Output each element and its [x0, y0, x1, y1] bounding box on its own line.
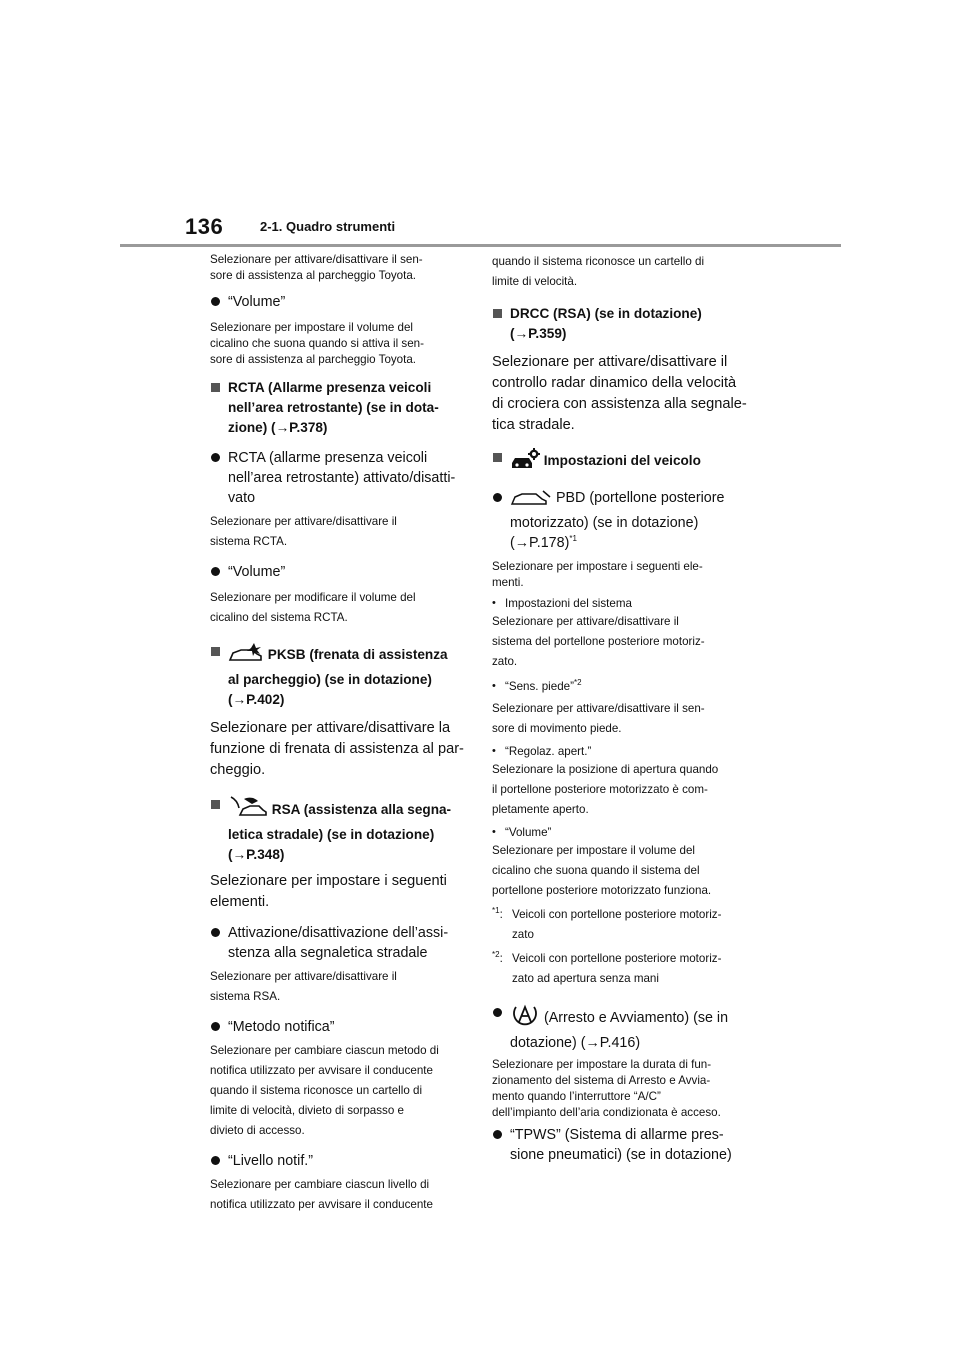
heading-text: PKSB (frenata di assistenza al parcheggio) (se in dotazione) (→P.402) [228, 647, 448, 707]
footnote-ref: *1 [569, 534, 577, 544]
page-header [0, 0, 960, 250]
right-column [492, 252, 756, 1165]
paragraph: Selezionare per cambiare ciascun metodo di notifica utilizzato per avvisare il conducente quando il sistema riconosce un cartello di limite di velocità, divieto di sorpasso e divieto di accesso. [210, 1044, 439, 1137]
paragraph: Selezionare per attivare/disattivare il sistema RSA. [210, 970, 397, 1003]
footnote-text: Veicoli con portellone posteriore motoriz- zato ad apertura senza mani [512, 952, 722, 985]
paragraph: Selezionare per impostare i seguenti elementi. [210, 873, 447, 910]
bullet-item: “TPWS” (Sistema di allarme pres- sione pneumatici) (se in dotazione) [492, 1125, 756, 1165]
heading-text: RSA (assistenza alla segna- letica stradale) (se in dotazione) (→P.348) [228, 802, 452, 862]
bullet-item: RCTA (allarme presenza veicoli nell’area retrostante) attivato/disatti- vato [210, 448, 474, 508]
bullet-item-stop-start [492, 1003, 756, 1053]
left-column [210, 252, 474, 1215]
section-title: 2-1. Quadro strumenti [260, 219, 396, 234]
footnote [492, 905, 756, 945]
bullet-item: “Livello notif.” [210, 1151, 474, 1171]
paragraph: Selezionare per impostare la durata di fun- zionamento del sistema di Arresto e Avvia- mento quando l’interruttore “A/C” dell’impianto dell’aria condizionata è acceso. [492, 1058, 721, 1119]
bullet-item: “Volume” [210, 292, 474, 312]
stop-start-icon [510, 1003, 540, 1033]
paragraph: Selezionare la posizione di apertura quando il portellone posteriore motorizzato è com- pletamente aperto. [492, 763, 719, 816]
sub-bullet: • Impostazioni del sistema [492, 595, 756, 612]
bullet-item: “Metodo notifica” [210, 1017, 474, 1037]
sub-bullet: • “Volume” [492, 824, 756, 841]
footnote-ref: *2 [573, 678, 582, 688]
power-back-door-icon [510, 489, 552, 513]
parking-brake-car-icon [228, 642, 264, 670]
header-rule [120, 244, 841, 247]
car-gear-icon [510, 448, 540, 476]
section-heading: RCTA (Allarme presenza veicoli nell’area retrostante) (se in dota- zione) (→P.378) [210, 378, 474, 438]
footnote-text: Veicoli con portellone posteriore motoriz- zato [512, 908, 722, 941]
bullet-item: “Volume” [210, 562, 474, 582]
paragraph: Selezionare per impostare i seguenti ele- menti. [492, 560, 703, 589]
paragraph: Selezionare per attivare/disattivare il sen- sore di movimento piede. [492, 702, 705, 735]
paragraph: Selezionare per attivare/disattivare il sen- sore di assistenza al parcheggio Toyota. [210, 253, 423, 282]
section-heading: DRCC (RSA) (se in dotazione) (→P.359) [492, 304, 756, 344]
paragraph: Selezionare per attivare/disattivare il sistema del portellone posteriore motoriz- zato. [492, 615, 705, 668]
paragraph: Selezionare per attivare/disattivare il sistema RCTA. [210, 515, 397, 548]
paragraph: Selezionare per cambiare ciascun livello di notifica utilizzato per avvisare il conducente [210, 1178, 433, 1211]
section-heading-rsa [210, 795, 474, 865]
paragraph: Selezionare per attivare/disattivare la funzione di frenata di assistenza al par- cheggio. [210, 720, 464, 778]
sub-bullet-text: “Sens. piede” [505, 680, 574, 693]
section-heading-pksb [210, 642, 474, 710]
road-sign-car-icon [228, 795, 268, 825]
bullet-text: (Arresto e Avviamento) (se in dotazione) (→P.416) [510, 1010, 729, 1051]
bullet-item: Attivazione/disattivazione dell’assi- stenza alla segnaletica stradale [210, 923, 474, 963]
bullet-item-pbd [492, 488, 756, 553]
heading-text: Impostazioni del veicolo [543, 453, 701, 468]
page-number: 136 [185, 214, 224, 239]
paragraph: quando il sistema riconosce un cartello di limite di velocità. [492, 255, 705, 288]
sub-bullet: • “Regolaz. apert.” [492, 743, 756, 760]
paragraph: Selezionare per modificare il volume del cicalino del sistema RCTA. [210, 591, 416, 624]
bullet-text: PBD (portellone posteriore motorizzato) (se in dotazione) (→P.178) [510, 490, 725, 551]
footnote-marker: $^{*2}$: [492, 950, 503, 965]
paragraph: Selezionare per attivare/disattivare il controllo radar dinamico della velocità di crociera con assistenza alla segnale- tica stradale. [492, 354, 747, 433]
footnote [492, 949, 756, 989]
paragraph: Selezionare per impostare il volume del cicalino che suona quando il sistema del portellone posteriore motorizzato funziona. [492, 844, 712, 897]
paragraph: Selezionare per impostare il volume del cicalino che suona quando si attiva il sen- sore di assistenza al parcheggio Toyota. [210, 321, 424, 366]
sub-bullet [492, 678, 756, 695]
section-heading-vehicle-settings [492, 448, 756, 476]
footnote-marker: $^{*1}$: [492, 906, 503, 921]
